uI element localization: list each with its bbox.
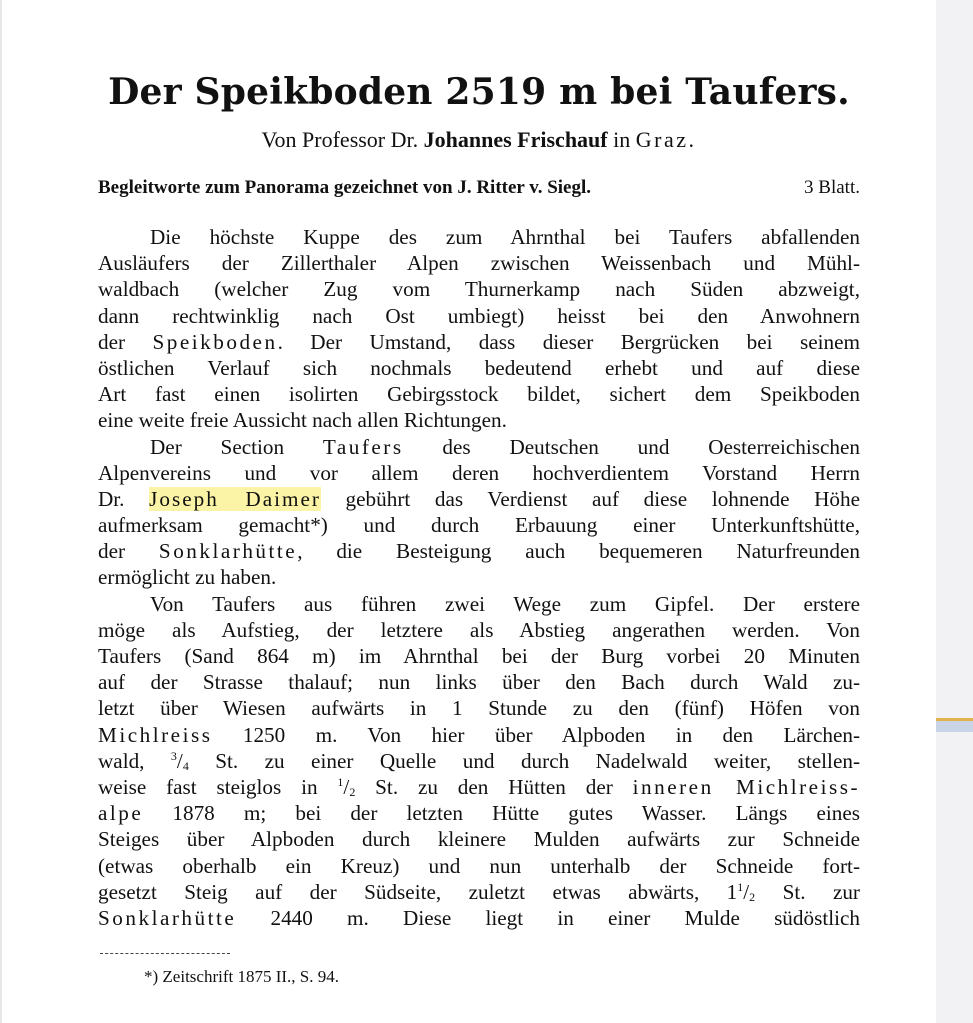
text-line	[98, 329, 860, 355]
highlighted-name[interactable]: Joseph Daimer	[149, 486, 321, 511]
text-line: Steiges über Alpboden durch kleinere Mulden aufwärts zur Schneide	[98, 827, 860, 852]
fraction: $^1/_2$	[337, 774, 356, 799]
text-fragment: , die Besteigung auch bequemeren Naturfreunden	[297, 539, 860, 564]
fraction-denominator: 4	[182, 758, 189, 773]
text-line: ermöglicht zu haben.	[98, 565, 277, 590]
text-line: eine weite freie Aussicht nach allen Richtungen.	[98, 408, 507, 433]
text-line	[98, 486, 860, 512]
text-line: Alpenvereins und vor allem deren hochverdientem Vorstand Herrn	[98, 460, 860, 485]
text-line	[98, 748, 860, 774]
text-fragment: gesetzt Steig auf der Südseite, zuletzt etwas abwärts, 1	[98, 879, 738, 904]
text-line: auf der Strasse thalauf; nun links über den Bach durch Wald zu-	[98, 670, 860, 695]
right-gutter	[936, 0, 973, 1023]
byline-in: in	[607, 127, 636, 152]
body-text	[98, 224, 860, 931]
byline-author: Johannes Frischauf	[423, 127, 608, 152]
text-line: östlichen Verlauf sich nochmals bedeutend erhebt und auf diese	[98, 355, 860, 380]
text-line	[98, 434, 860, 460]
text-fragment: Der Section	[150, 434, 323, 459]
fraction-numerator: 3	[170, 748, 177, 763]
fraction: $^1/_2$	[737, 879, 756, 904]
text-fragment: gebührt das Verdienst auf diese lohnende Höhe	[320, 486, 860, 511]
text-fragment: St. zu einer Quelle und durch Nadelwald weiter, stellen-	[188, 748, 860, 773]
text-line: Taufers (Sand 864 m) im Ahrnthal bei der Burg vorbei 20 Minuten	[98, 644, 860, 668]
document-content	[98, 60, 860, 988]
text-fragment: der	[98, 539, 159, 564]
text-line: Von Taufers aus führen zwei Wege zum Gipfel. Der erstere	[150, 591, 860, 616]
text-fragment: St. zu den Hütten der	[355, 774, 633, 799]
text-line	[98, 800, 860, 826]
fraction-numerator: 1	[337, 774, 344, 789]
text-fragment: der	[98, 329, 153, 354]
text-line: aufmerksam gemacht*) und durch Erbauung einer Unterkunftshütte,	[98, 513, 860, 538]
byline-city: Graz.	[635, 127, 697, 152]
text-line	[98, 538, 860, 564]
spaced-name: alpe	[98, 801, 144, 826]
subheading-text: Begleitworte zum Panorama gezeichnet von J. Ritter v. Siegl.	[98, 177, 592, 198]
text-line	[98, 879, 860, 905]
text-line	[98, 774, 860, 800]
text-fragment: weise fast steiglos in	[98, 774, 338, 799]
byline-prefix: Von Professor Dr.	[261, 127, 424, 152]
spaced-name: Speikboden	[152, 329, 278, 354]
scroll-position-marker[interactable]	[936, 718, 973, 732]
page-title: Der Speikboden 2519 m bei Taufers.	[108, 71, 850, 113]
text-line: möge als Aufstieg, der letztere als Abstieg angerathen werden. Von	[98, 617, 860, 642]
text-fragment: wald,	[98, 748, 171, 773]
text-fragment: Dr.	[98, 486, 150, 511]
spaced-name: Sonklarhütte	[98, 905, 237, 930]
fraction-denominator: 2	[749, 889, 756, 904]
byline	[98, 126, 860, 154]
text-fragment: . Der Umstand, dass dieser Bergrücken bei seinem	[277, 329, 860, 354]
text-line: Ausläufers der Zillerthaler Alpen zwischen Weissenbach und Mühl-	[98, 251, 860, 276]
spaced-name: inneren Michlreiss-	[632, 774, 860, 799]
text-line: (etwas oberhalb ein Kreuz) und nun unterhalb der Schneide fort-	[98, 853, 860, 878]
footnote: *) Zeitschrift 1875 II., S. 94.	[144, 967, 339, 987]
text-line: waldbach (welcher Zug vom Thurnerkamp nach Süden abzweigt,	[98, 277, 860, 302]
fraction: $^3/_4$	[170, 748, 189, 773]
spaced-name: Taufers	[322, 434, 404, 459]
subheading-sheets: 3 Blatt.	[804, 177, 860, 198]
text-line: dann rechtwinklig nach Ost umbiegt) heisst bei den Anwohnern	[98, 303, 860, 328]
footnote-divider	[100, 953, 230, 954]
text-fragment: 2440 m. Diese liegt in einer Mulde südöstlich	[236, 905, 860, 930]
text-line: letzt über Wiesen aufwärts in 1 Stunde zu den (fünf) Höfen von	[98, 696, 860, 721]
text-line	[98, 905, 860, 931]
text-fragment: 1250 m. Von hier über Alpboden in den Lärchen-	[212, 722, 860, 747]
text-line: Art fast einen isolirten Gebirgsstock bildet, sichert dem Speikboden	[98, 382, 860, 407]
text-line: Die höchste Kuppe des zum Ahrnthal bei Taufers abfallenden	[150, 225, 860, 249]
text-fragment: St. zur	[755, 879, 860, 904]
text-line	[98, 722, 860, 748]
fraction-denominator: 2	[349, 784, 356, 799]
spaced-name: Sonklarhütte	[158, 539, 298, 564]
text-fragment: 1878 m; bei der letzten Hütte gutes Wasser. Längs eines	[143, 801, 860, 826]
text-fragment: des Deutschen und Oesterreichischen	[403, 434, 860, 459]
spaced-name: Michlreiss	[98, 722, 213, 747]
subheading	[98, 176, 860, 200]
fraction-numerator: 1	[737, 879, 744, 894]
